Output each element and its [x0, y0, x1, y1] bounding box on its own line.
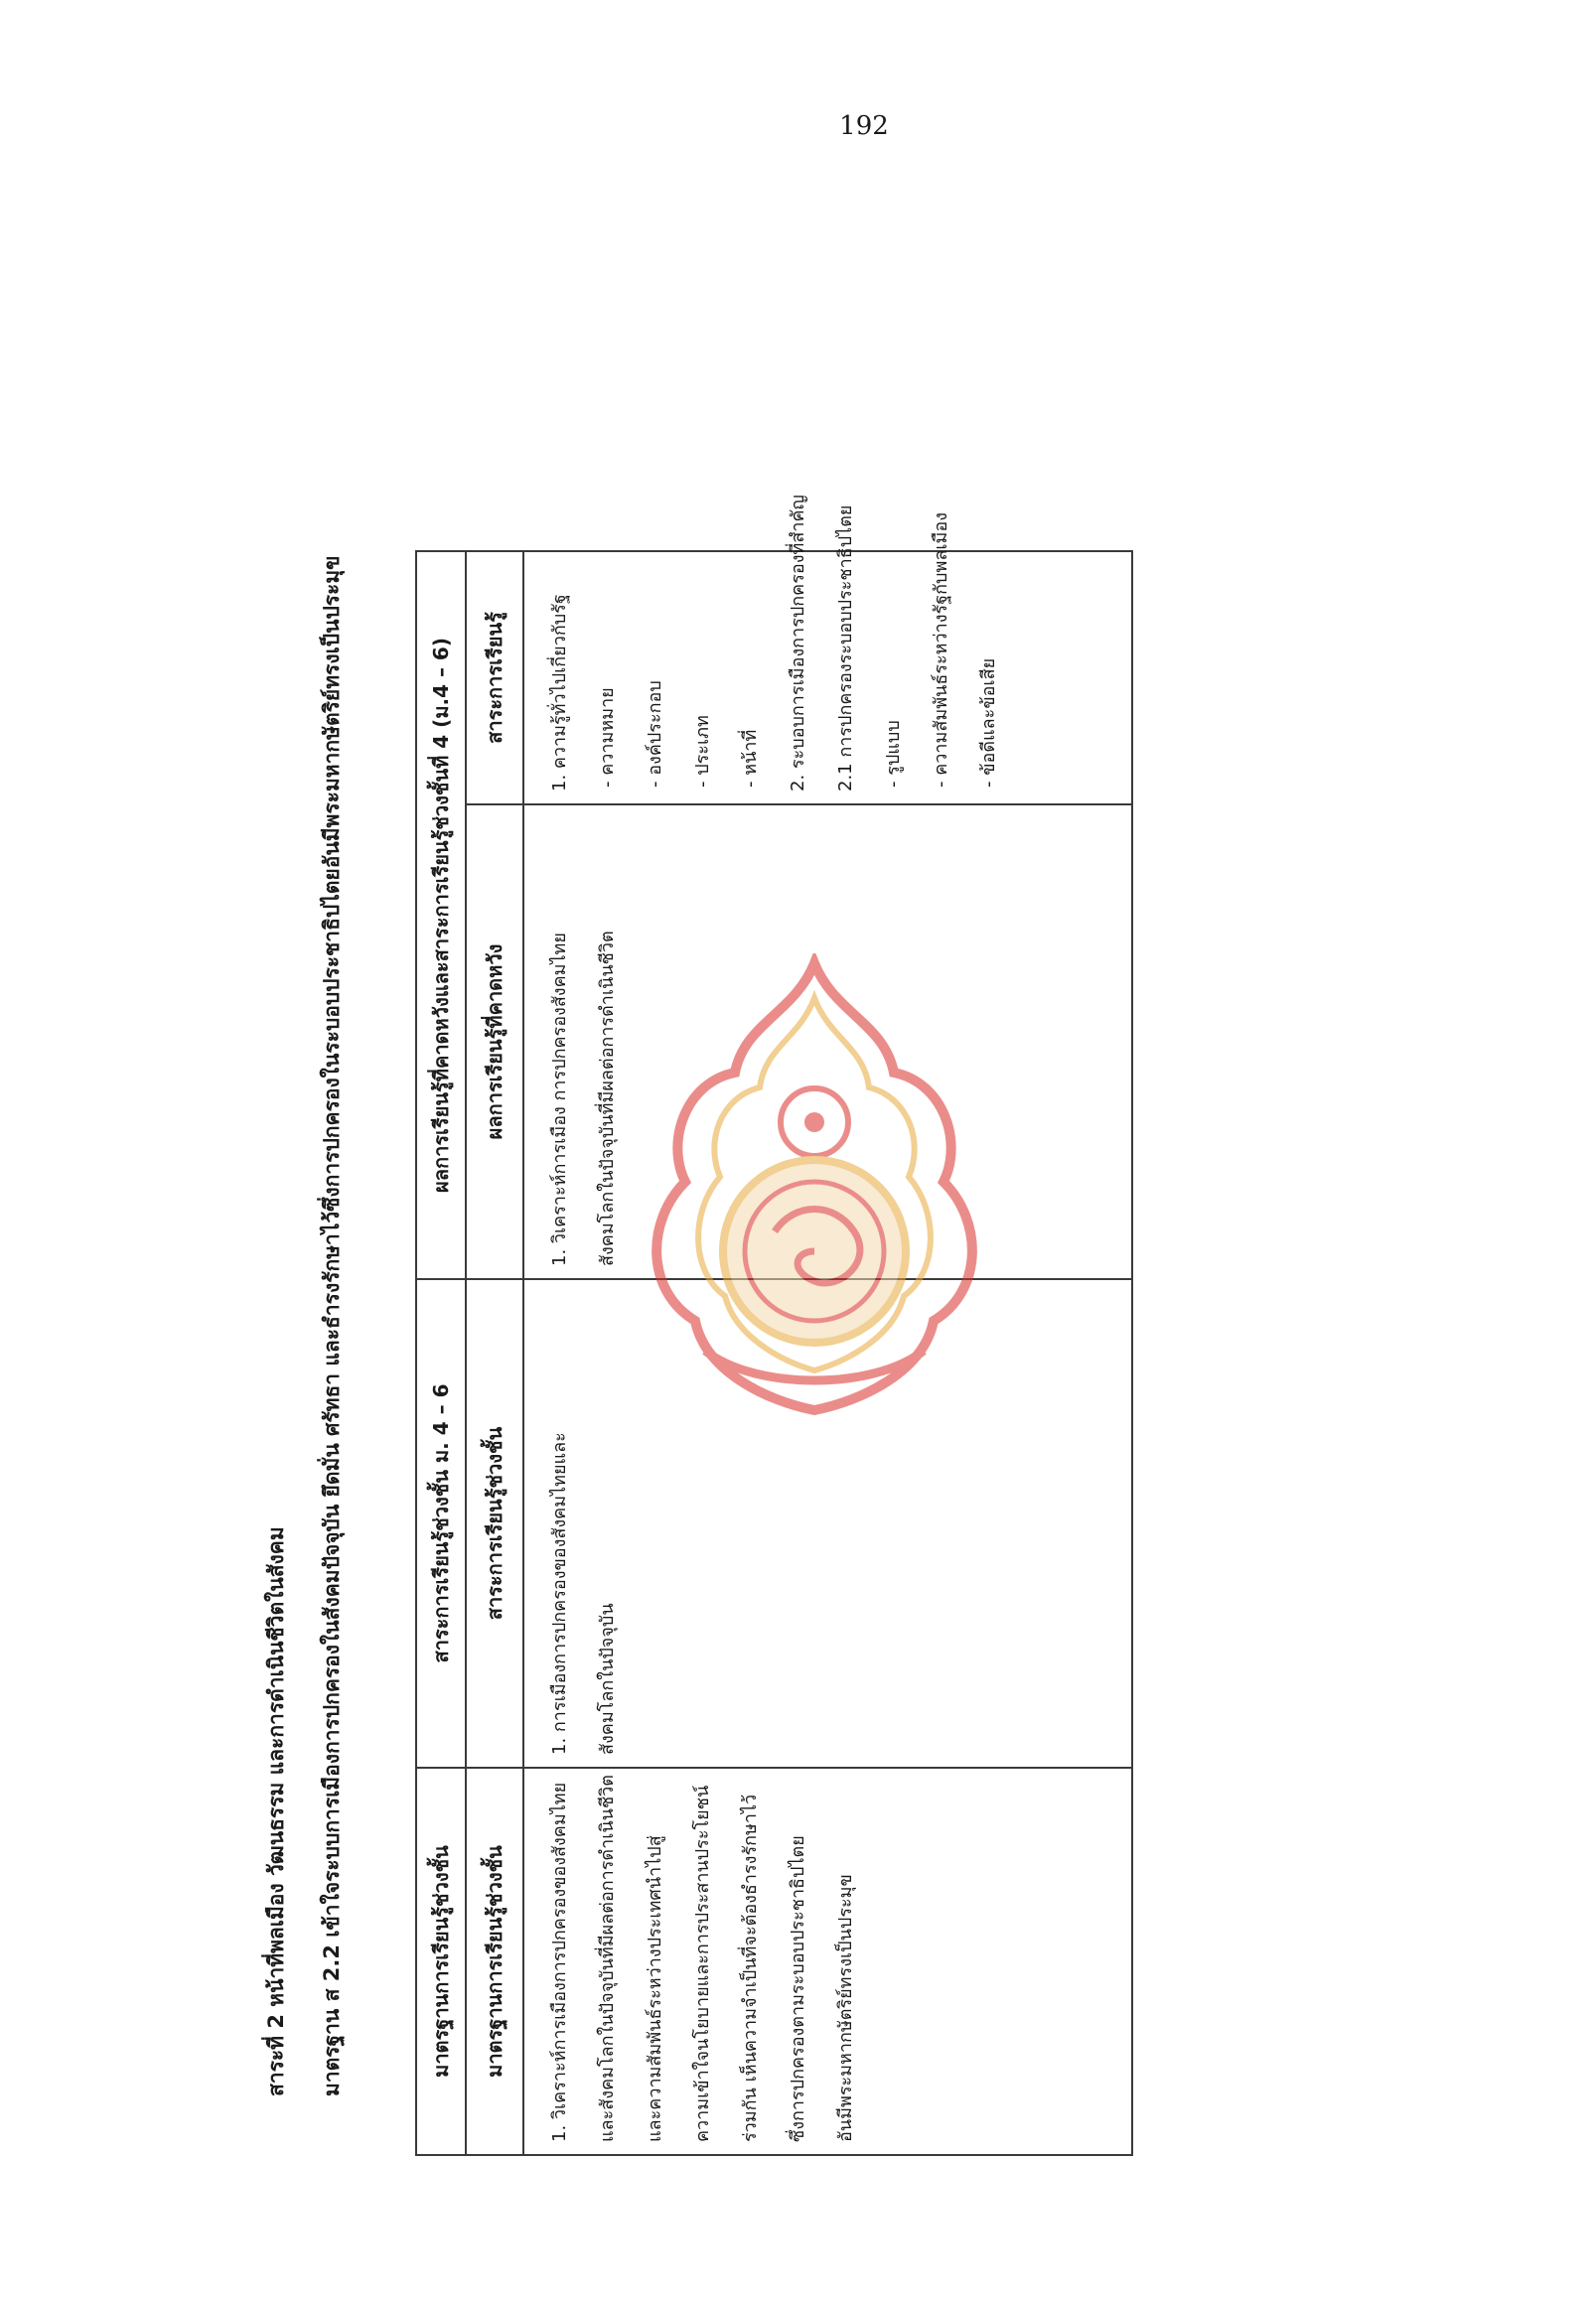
- content-line: - ความหมาย: [597, 687, 618, 788]
- content-line: 1. ความรู้ทั่วไปเกี่ยวกับรัฐ: [549, 594, 570, 792]
- header-standards-group: มาตรฐานการเรียนรู้ช่วงชั้น: [416, 1768, 466, 2155]
- header-outcomes-and-content-group: ผลการเรียนรู้ที่คาดหวังและสาระการเรียนรู้ช่วงชั้นที่ 4 (ม.4 – 6): [416, 551, 466, 1279]
- subheader-expected-outcomes: ผลการเรียนรู้ที่คาดหวัง: [466, 804, 523, 1279]
- content-line: - รูปแบบ: [883, 720, 904, 788]
- content-line: - ความสัมพันธ์ระหว่างรัฐกับพลเมือง: [931, 512, 951, 788]
- standards-line: และความสัมพันธ์ระหว่างประเทศนำไปสู่: [645, 1835, 665, 2142]
- standards-cell: [523, 1768, 1132, 2155]
- standards-line: ซึ่งการปกครองตามระบอบประชาธิปไตย: [788, 1835, 808, 2142]
- content-line: 2.1 การปกครองระบอบประชาธิปไตย: [835, 504, 856, 792]
- standards-line: 1. วิเคราะห์การเมืองการปกครองของสังคมไทย: [549, 1782, 570, 2142]
- standards-line: ความเข้าใจนโยบายและการประสานประโยชน์: [692, 1785, 713, 2142]
- outcome-line: 1. วิเคราะห์การเมือง การปกครองสังคมไทย: [549, 933, 570, 1266]
- ministry-emblem-icon: [626, 953, 1003, 1420]
- content-line: - องค์ประกอบ: [645, 680, 665, 788]
- content-line: 2. ระบอบการเมืองการปกครองที่สำคัญ: [788, 495, 808, 792]
- subheader-content: สาระการเรียนรู้: [466, 551, 523, 804]
- standards-line: อันมีพระมหากษัตริย์ทรงเป็นประมุข: [835, 1874, 856, 2142]
- subheader-standards: มาตรฐานการเรียนรู้ช่วงชั้น: [466, 1768, 523, 2155]
- subheader-content-level: สาระการเรียนรู้ช่วงชั้น: [466, 1279, 523, 1768]
- rotated-page-content: [0, 217, 1192, 2303]
- outcome-line: สังคมโลกในปัจจุบันที่มีผลต่อการดำเนินชีวิต: [597, 931, 618, 1266]
- content-cell: [523, 495, 1132, 804]
- content-line: - ประเภท: [692, 715, 713, 788]
- content-level-line: 1. การเมืองการปกครองของสังคมไทยและ: [549, 1432, 570, 1755]
- content-line: - หน้าที่: [740, 729, 761, 788]
- content-level-line: สังคมโลกในปัจจุบัน: [597, 1603, 618, 1755]
- standards-line: และสังคมโลกในปัจจุบันที่มีผลต่อการดำเนินชีวิต: [597, 1775, 618, 2142]
- content-line: - ข้อดีและข้อเสีย: [978, 657, 999, 788]
- page-number: 192: [839, 111, 889, 141]
- strand-heading: สาระที่ 2 หน้าที่พลเมือง วัฒนธรรม และการดำเนินชีวิตในสังคม: [264, 1526, 288, 2096]
- standard-heading: มาตรฐาน ส 2.2 เข้าใจระบบการเมืองการปกครองในสังคมปัจจุบัน ยึดมั่น ศรัทธา และธำรงรักษาไว้ซึ่งการปกครองในระบอบประชาธิปไตยอันมีพระมหากษัตริย์ทรงเป็นประมุข: [320, 555, 344, 2096]
- standards-line: ร่วมกัน เห็นความจำเป็นที่จะต้องธำรงรักษาไว้: [740, 1794, 761, 2142]
- header-content-level-group: สาระการเรียนรู้ช่วงชั้น ม. 4 – 6: [416, 1279, 466, 1768]
